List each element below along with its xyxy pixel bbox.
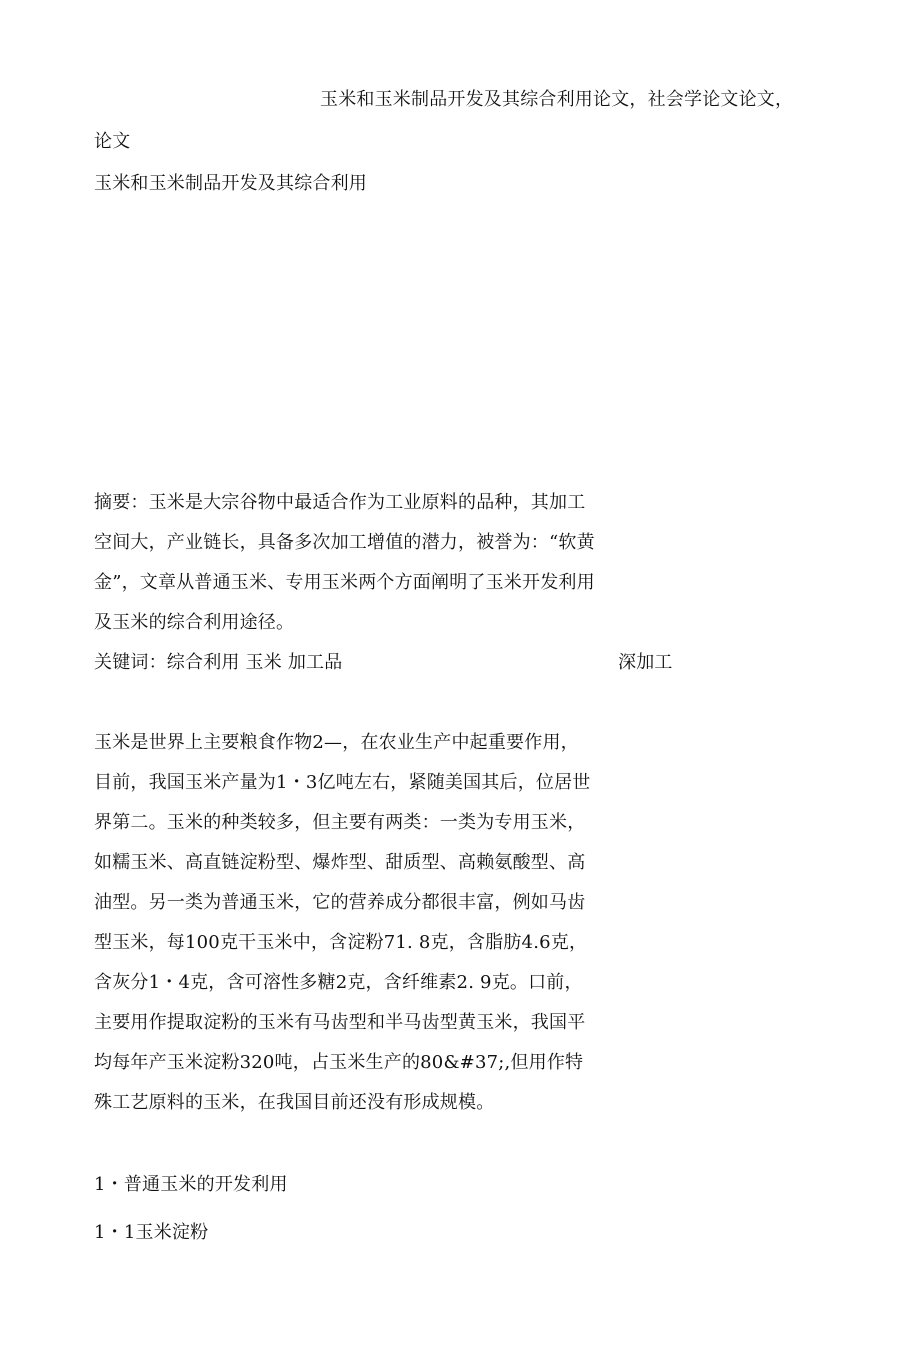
body-line: 目前，我国玉米产量为1・3亿吨左右，紧随美国其后，位居世: [94, 772, 591, 793]
document-subtitle: 玉米和玉米制品开发及其综合利用: [94, 173, 367, 194]
abstract-line: 金”，文章从普通玉米、专用玉米两个方面阐明了玉米开发利用: [94, 572, 595, 593]
section-heading-1-1: 1・1玉米淀粉: [94, 1222, 209, 1243]
abstract-line: 摘要：玉米是大宗谷物中最适合作为工业原料的品种，其加工: [94, 492, 586, 513]
body-line: 主要用作提取淀粉的玉米有马齿型和半马齿型黄玉米，我国平: [94, 1012, 586, 1033]
document-title-line-1: 玉米和玉米制品开发及其综合利用论文，社会学论文论文，: [320, 89, 794, 110]
section-heading-1: 1・普通玉米的开发利用: [94, 1174, 288, 1195]
body-line: 玉米是世界上主要粮食作物2—，在农业生产中起重要作用，: [94, 732, 579, 753]
body-line: 殊工艺原料的玉米，在我国目前还没有形成规模。: [94, 1092, 495, 1113]
body-line: 含灰分1・4克，含可溶性多糖2克，含纤维素2. 9克。口前，: [94, 972, 583, 993]
keywords-label: 关键词：综合利用 玉米 加工品: [94, 652, 343, 673]
body-line: 型玉米，每100克干玉米中，含淀粉71. 8克，含脂肪4.6克，: [94, 932, 588, 953]
abstract-line: 空间大，产业链长，具备多次加工增值的潜力，被誉为：“软黄: [94, 532, 595, 553]
body-line: 界第二。玉米的种类较多，但主要有两类：一类为专用玉米，: [94, 812, 586, 833]
document-title-line-2: 论文: [94, 131, 131, 152]
body-line: 均每年产玉米淀粉320吨，占玉米生产的80&#37;,但用作特: [94, 1052, 584, 1073]
keyword-deep-processing: 深加工: [618, 652, 673, 673]
body-line: 如糯玉米、高直链淀粉型、爆炸型、甜质型、高赖氨酸型、高: [94, 852, 586, 873]
abstract-line: 及玉米的综合利用途径。: [94, 612, 295, 633]
body-line: 油型。另一类为普通玉米，它的营养成分都很丰富，例如马齿: [94, 892, 586, 913]
